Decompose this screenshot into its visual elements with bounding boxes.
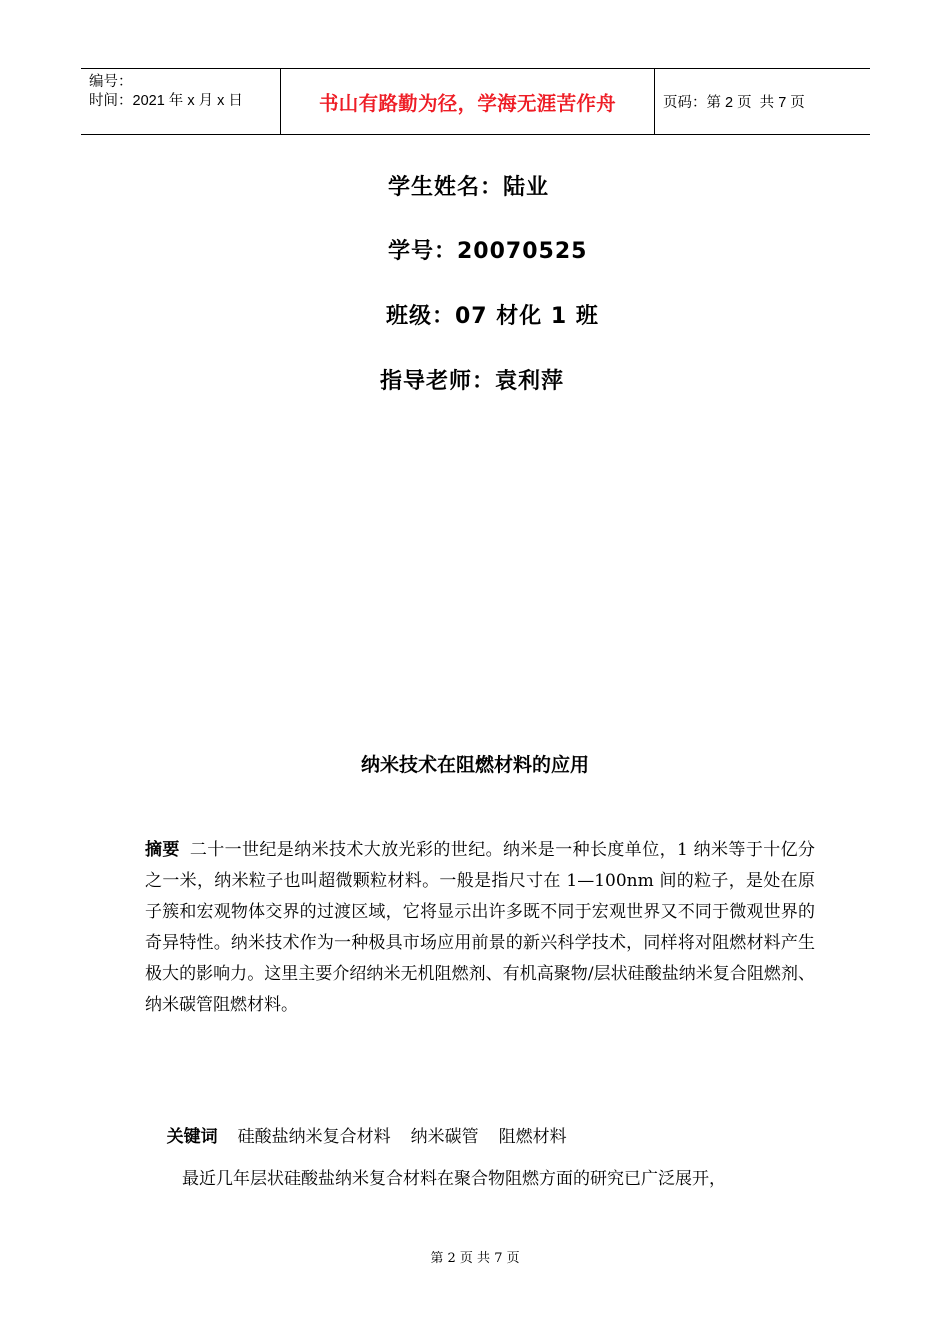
abstract-label: 摘要 — [145, 840, 180, 860]
body-paragraph: 最近几年层状硅酸盐纳米复合材料在聚合物阻燃方面的研究已广泛展开， — [182, 1169, 726, 1189]
footer-page-number: 第 2 页 共 7 页 — [430, 1251, 520, 1266]
header-motto: 书山有路勤为径，学海无涯苦作舟 — [281, 69, 655, 134]
document-time-label: 时间：2021 年 x 月 x 日 — [89, 93, 243, 109]
header-table — [81, 68, 870, 135]
document-title: 纳米技术在阻燃材料的应用 — [360, 754, 589, 776]
student-id: 学号：20070525 — [388, 239, 588, 264]
advisor-name: 指导老师：袁利萍 — [380, 369, 565, 394]
header-meta-cell — [81, 69, 281, 134]
keywords-label: 关键词 — [166, 1127, 218, 1147]
student-name: 学生姓名：陆业 — [388, 175, 550, 200]
student-class: 班级：07 材化 1 班 — [386, 304, 599, 329]
header-page-label: 页码：第 2 页 共 7 页 — [663, 95, 805, 111]
abstract-paragraph — [145, 835, 815, 1021]
keyword-item: 硅酸盐纳米复合材料 — [237, 1127, 391, 1147]
abstract-text: 二十一世纪是纳米技术大放光彩的世纪。纳米是一种长度单位，1 纳米等于十亿分之一米，纳米粒子也叫超微颗粒材料。一般是指尺寸在 1—100nm 间的粒子，是处在原子簇和宏观物体交界的过渡区域，它将显示出许多既不同于宏观世界又不同于微观世界的奇异特性。纳米技术作为一种极具市场应用前景的新兴科学技术，同样将对阻燃材料产生极大的影响力。这里主要介绍纳米无机阻燃剂、有机高聚物/层状硅酸盐纳米复合阻燃剂、纳米碳管阻燃材料。 — [145, 840, 816, 1015]
keyword-item: 纳米碳管 — [410, 1127, 479, 1147]
document-number-label: 编号： — [89, 74, 133, 90]
keyword-item: 阻燃材料 — [498, 1127, 567, 1147]
